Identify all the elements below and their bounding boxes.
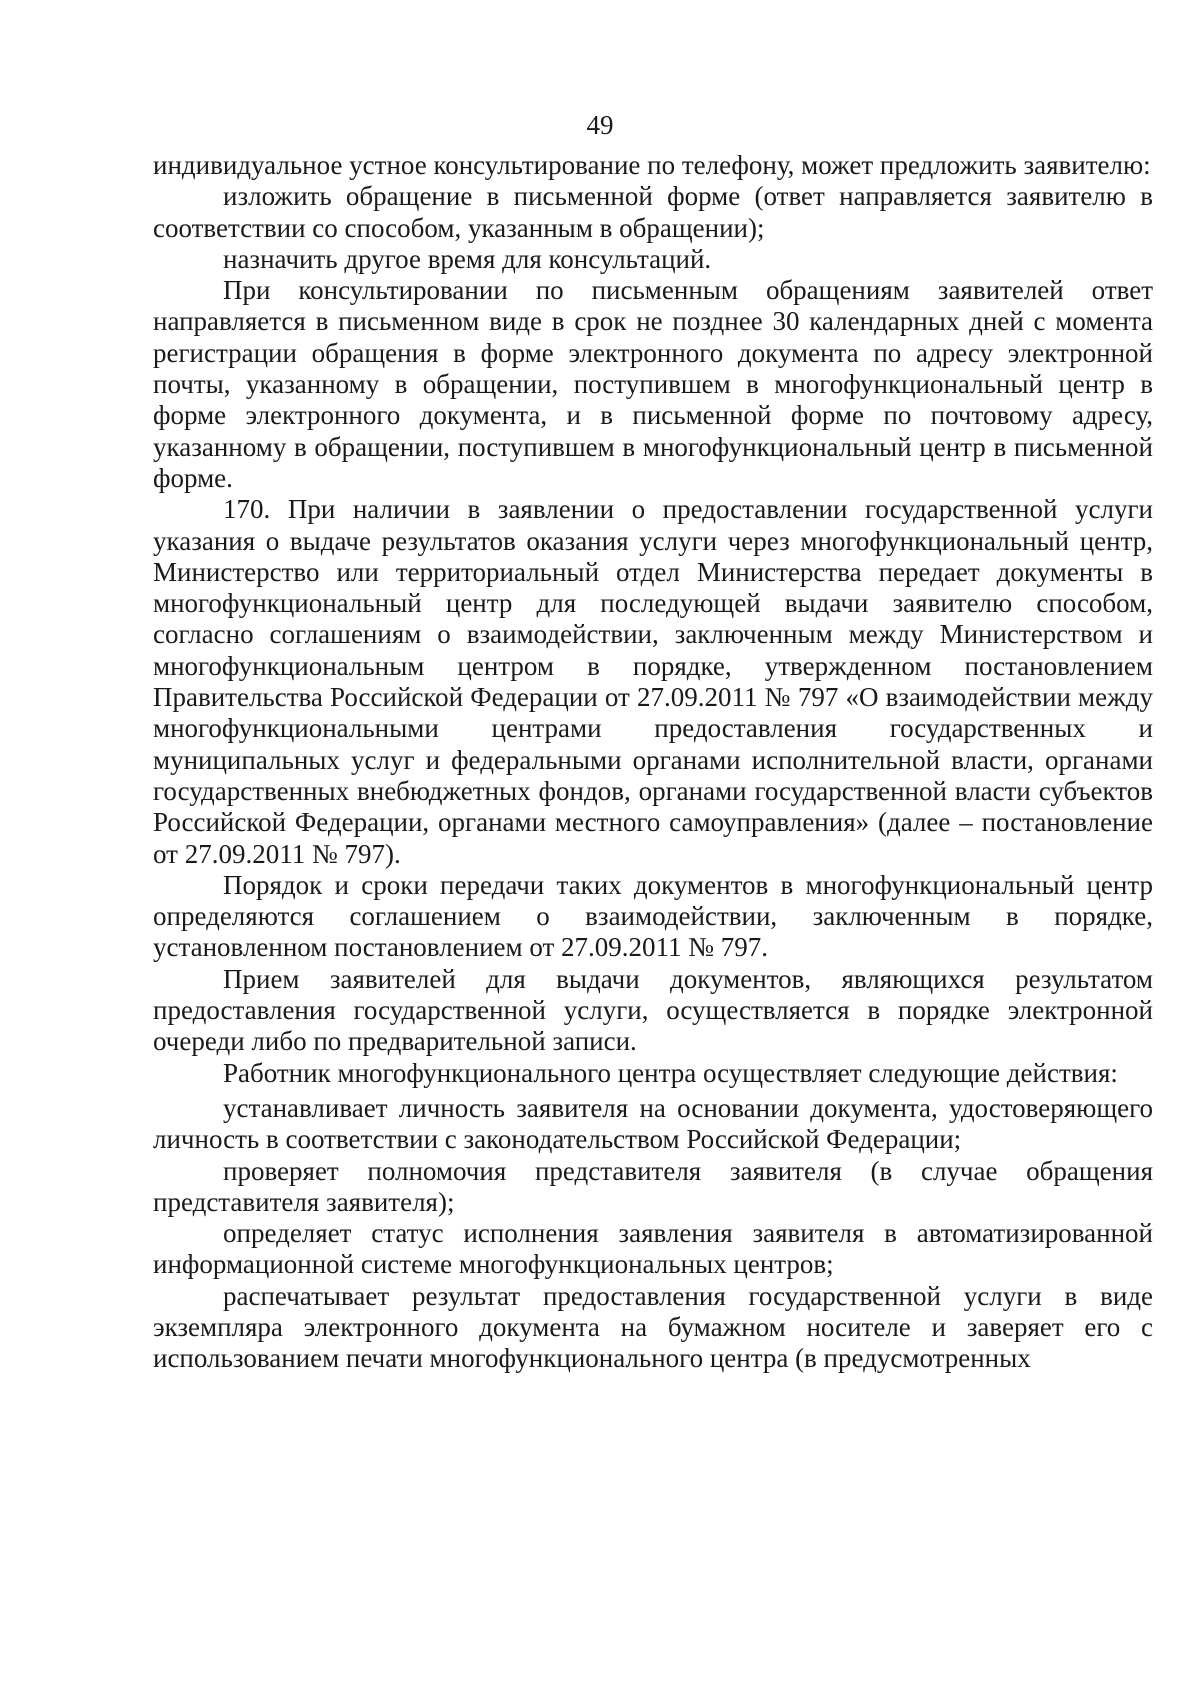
paragraph-transfer-procedure: Порядок и сроки передачи таких документов в многофункциональный центр определяются соглашением о взаимодействии, заключенным в порядке, установленном постановлением от 27.09.2011 № 797. <box>153 869 1153 963</box>
document-body <box>153 150 1153 1375</box>
paragraph-status-check: определяет статус исполнения заявления заявителя в автоматизированной информационной системе многофункциональных центров; <box>153 1218 1153 1280</box>
paragraph-reception-queue: Прием заявителей для выдачи документов, являющихся результатом предоставления государственной услуги, осуществляется в порядке электронной очереди либо по предварительной записи. <box>153 963 1153 1057</box>
paragraph-identity-check: устанавливает личность заявителя на основании документа, удостоверяющего личность в соответствии с законодательством Российской Федерации; <box>153 1092 1153 1155</box>
page-number: 49 <box>586 110 614 140</box>
paragraph-print-result: распечатывает результат предоставления государственной услуги в виде экземпляра электронного документа на бумажном носителе и заверяет его с использованием печати многофункционального центра (в предусмотренных <box>153 1280 1153 1374</box>
paragraph-employee-actions: Работник многофункционального центра осуществляет следующие действия: <box>223 1057 1118 1088</box>
paragraph-consultation-continuation: индивидуальное устное консультирование по телефону, может предложить заявителю: <box>153 150 1151 180</box>
paragraph-written-form-option: изложить обращение в письменной форме (ответ направляется заявителю в соответствии со способом, указанным в обращении); <box>153 181 1153 243</box>
paragraph-authority-check: проверяет полномочия представителя заявителя (в случае обращения представителя заявителя); <box>153 1155 1153 1217</box>
paragraph-reschedule-option: назначить другое время для консультаций. <box>223 243 712 274</box>
paragraph-item-170: 170. При наличии в заявлении о предоставлении государственной услуги указания о выдаче результатов оказания услуги через многофункциональный центр, Министерство или территориальный отдел Министерства передает документы в многофункциональный центр для последующей выдачи заявителю способом, согласно соглашениям о взаимодействии, заключенным между Министерством и многофункциональным центром в порядке, утвержденном постановлением Правительства Российской Федерации от 27.09.2011 № 797 «О взаимодействии между многофункциональными центрами предоставления государственных и муниципальных услуг и федеральными органами исполнительной власти, органами государственных внебюджетных фондов, органами государственной власти субъектов Российской Федерации, органами местного самоуправления» (далее – постановление от 27.09.2011 № 797). <box>153 494 1153 869</box>
paragraph-written-appeals: При консультировании по письменным обращениям заявителей ответ направляется в письменном виде в срок не позднее 30 календарных дней с момента регистрации обращения в форме электронного документа по адресу электронной почты, указанному в обращении, поступившем в многофункциональный центр в форме электронного документа, и в письменной форме по почтовому адресу, указанному в обращении, поступившем в многофункциональный центр в письменной форме. <box>153 275 1153 493</box>
